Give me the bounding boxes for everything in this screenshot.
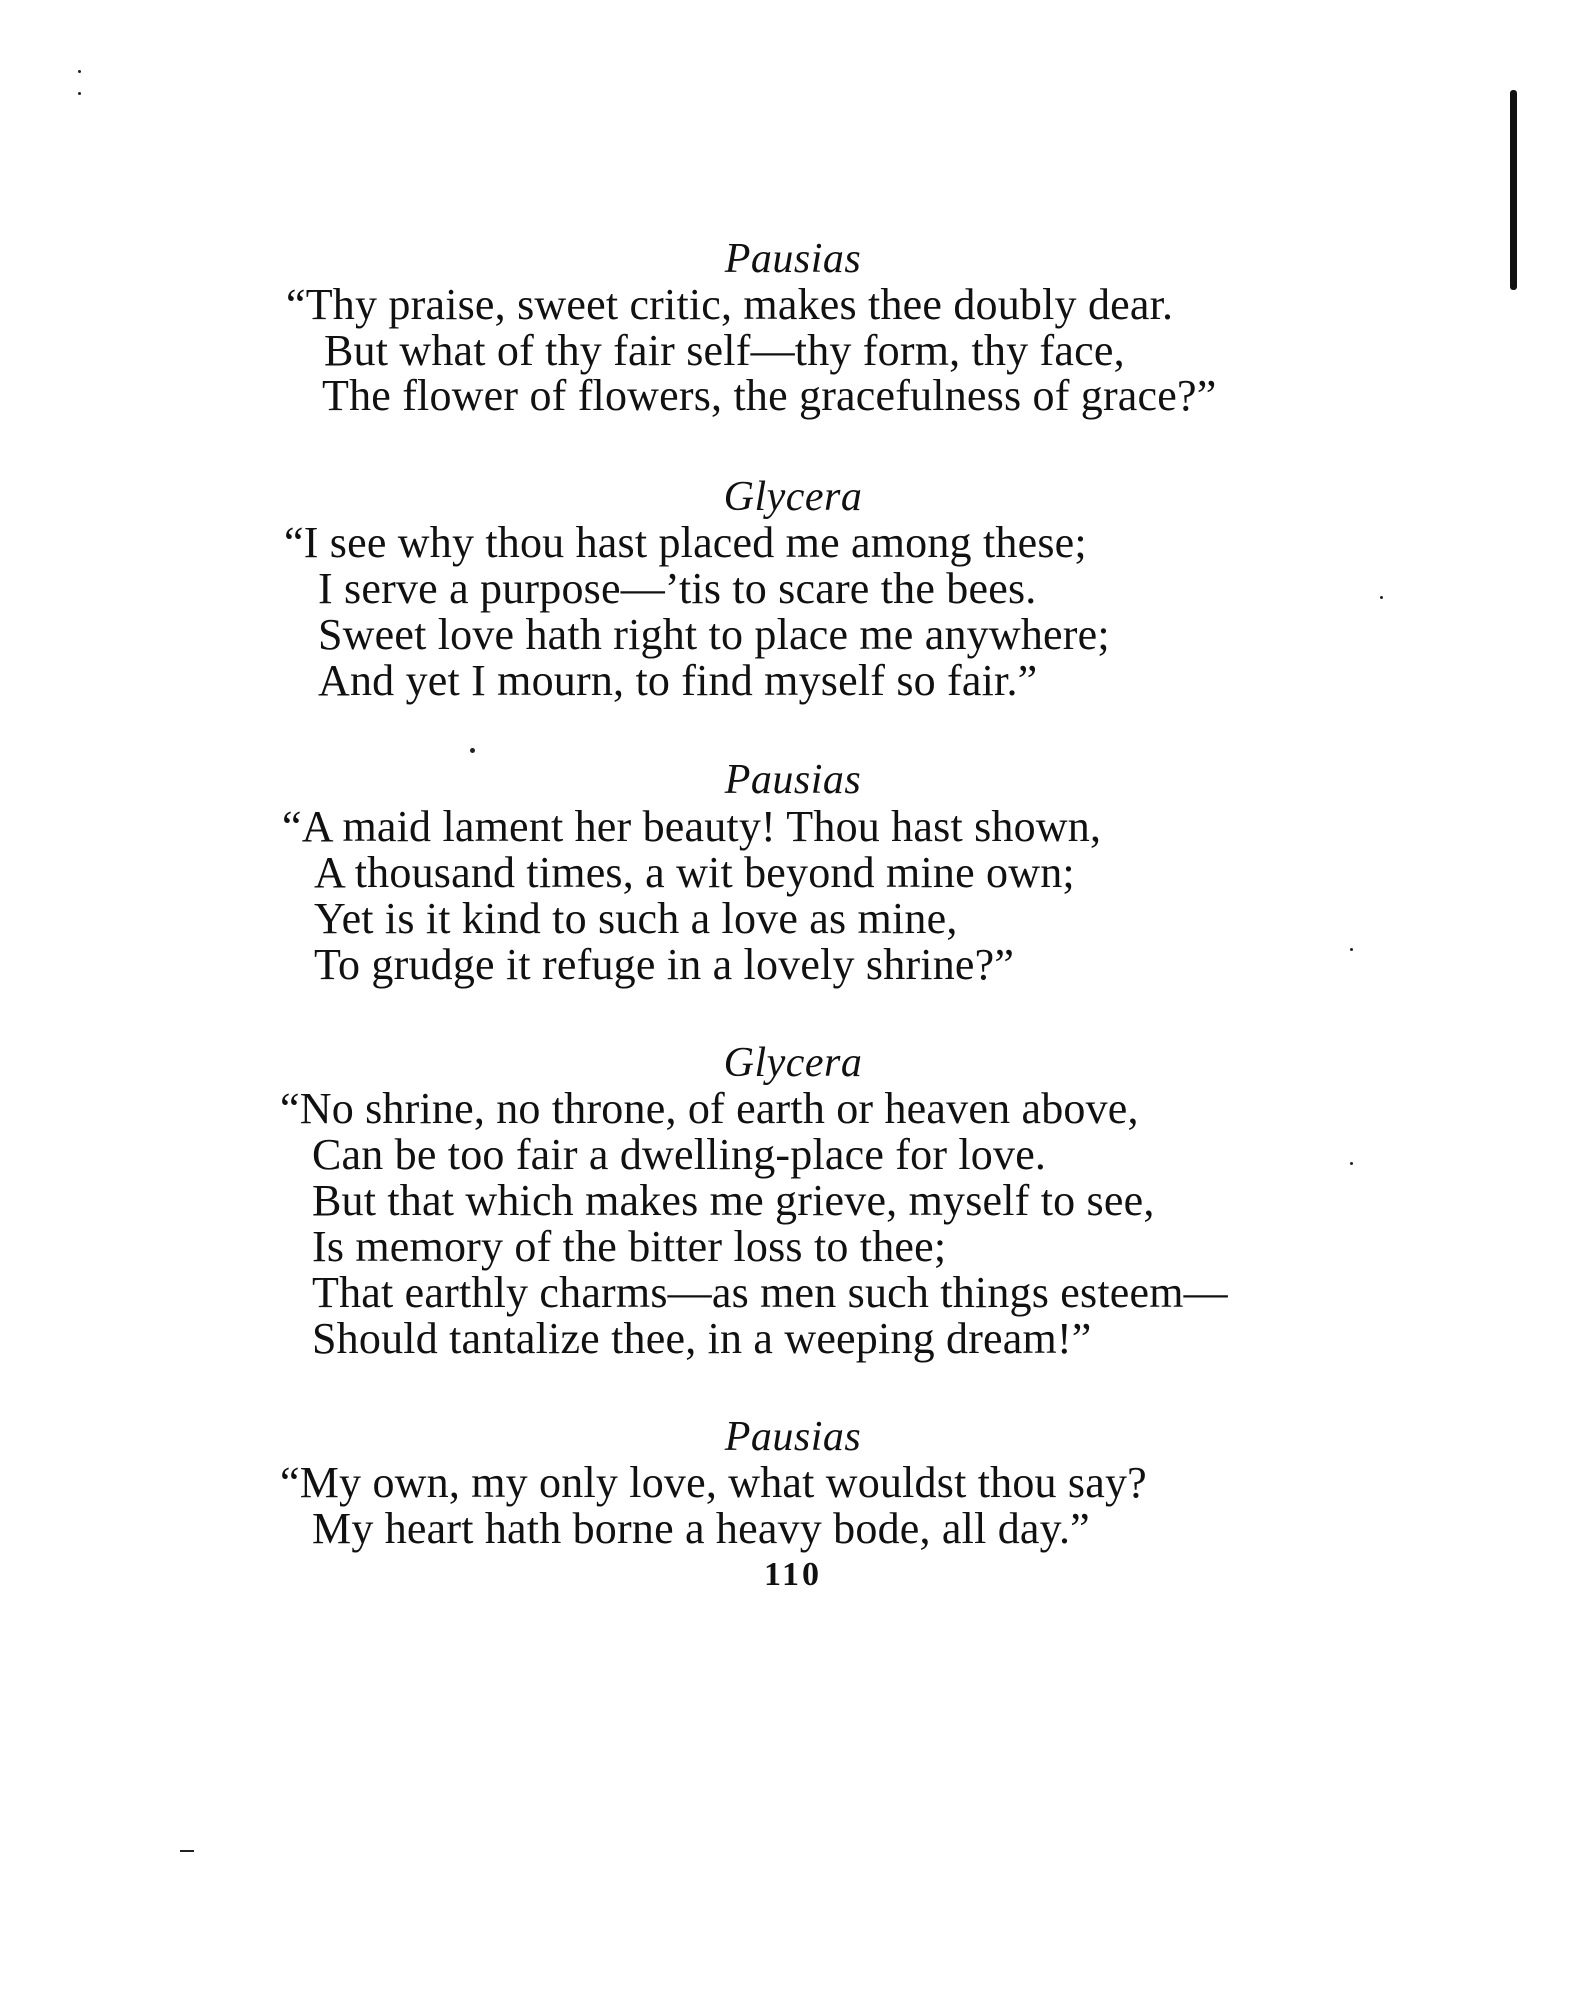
page-number: 110 <box>763 1556 823 1593</box>
speaker-name: Glycera <box>723 474 863 520</box>
scan-speck <box>470 748 475 753</box>
speaker-name: Pausias <box>724 236 862 282</box>
speaker-name: Pausias <box>724 757 862 803</box>
scan-speck <box>1380 596 1383 599</box>
verse-line: That earthly charms—as men such things esteem— <box>312 1268 1228 1317</box>
verse-line: My heart hath borne a heavy bode, all day.” <box>312 1504 1090 1553</box>
verse-line: To grudge it refuge in a lovely shrine?” <box>314 940 1015 989</box>
verse-line: Is memory of the bitter loss to thee; <box>312 1222 947 1271</box>
verse-line: And yet I mourn, to find myself so fair.” <box>318 656 1038 705</box>
verse-line: Should tantalize thee, in a weeping dream!” <box>312 1314 1092 1363</box>
verse-line: “I see why thou hast placed me among these; <box>284 518 1087 567</box>
verse-line: The flower of flowers, the gracefulness of grace?” <box>322 371 1217 420</box>
verse-line: “My own, my only love, what wouldst thou say? <box>280 1458 1147 1507</box>
verse-line: But what of thy fair self—thy form, thy face, <box>324 326 1125 375</box>
verse-line: I serve a purpose—’tis to scare the bees. <box>318 564 1037 613</box>
scan-speck <box>180 1850 194 1852</box>
verse-line: Can be too fair a dwelling-place for love. <box>312 1130 1047 1179</box>
verse-line: “A maid lament her beauty! Thou hast shown, <box>282 802 1102 851</box>
verse-line: A thousand times, a wit beyond mine own; <box>314 848 1075 897</box>
verse-line: But that which makes me grieve, myself to see, <box>312 1176 1155 1225</box>
verse-line: Sweet love hath right to place me anywhere; <box>318 610 1110 659</box>
scan-speck <box>78 70 81 73</box>
scan-speck <box>1350 1162 1353 1165</box>
verse-line: “No shrine, no throne, of earth or heaven above, <box>280 1084 1139 1133</box>
verse-line: “Thy praise, sweet critic, makes thee doubly dear. <box>286 280 1174 329</box>
speaker-name: Pausias <box>724 1414 862 1460</box>
speaker-name: Glycera <box>723 1040 863 1086</box>
scan-speck <box>78 92 81 95</box>
scan-speck <box>1350 948 1353 951</box>
verse-line: Yet is it kind to such a love as mine, <box>314 894 958 943</box>
